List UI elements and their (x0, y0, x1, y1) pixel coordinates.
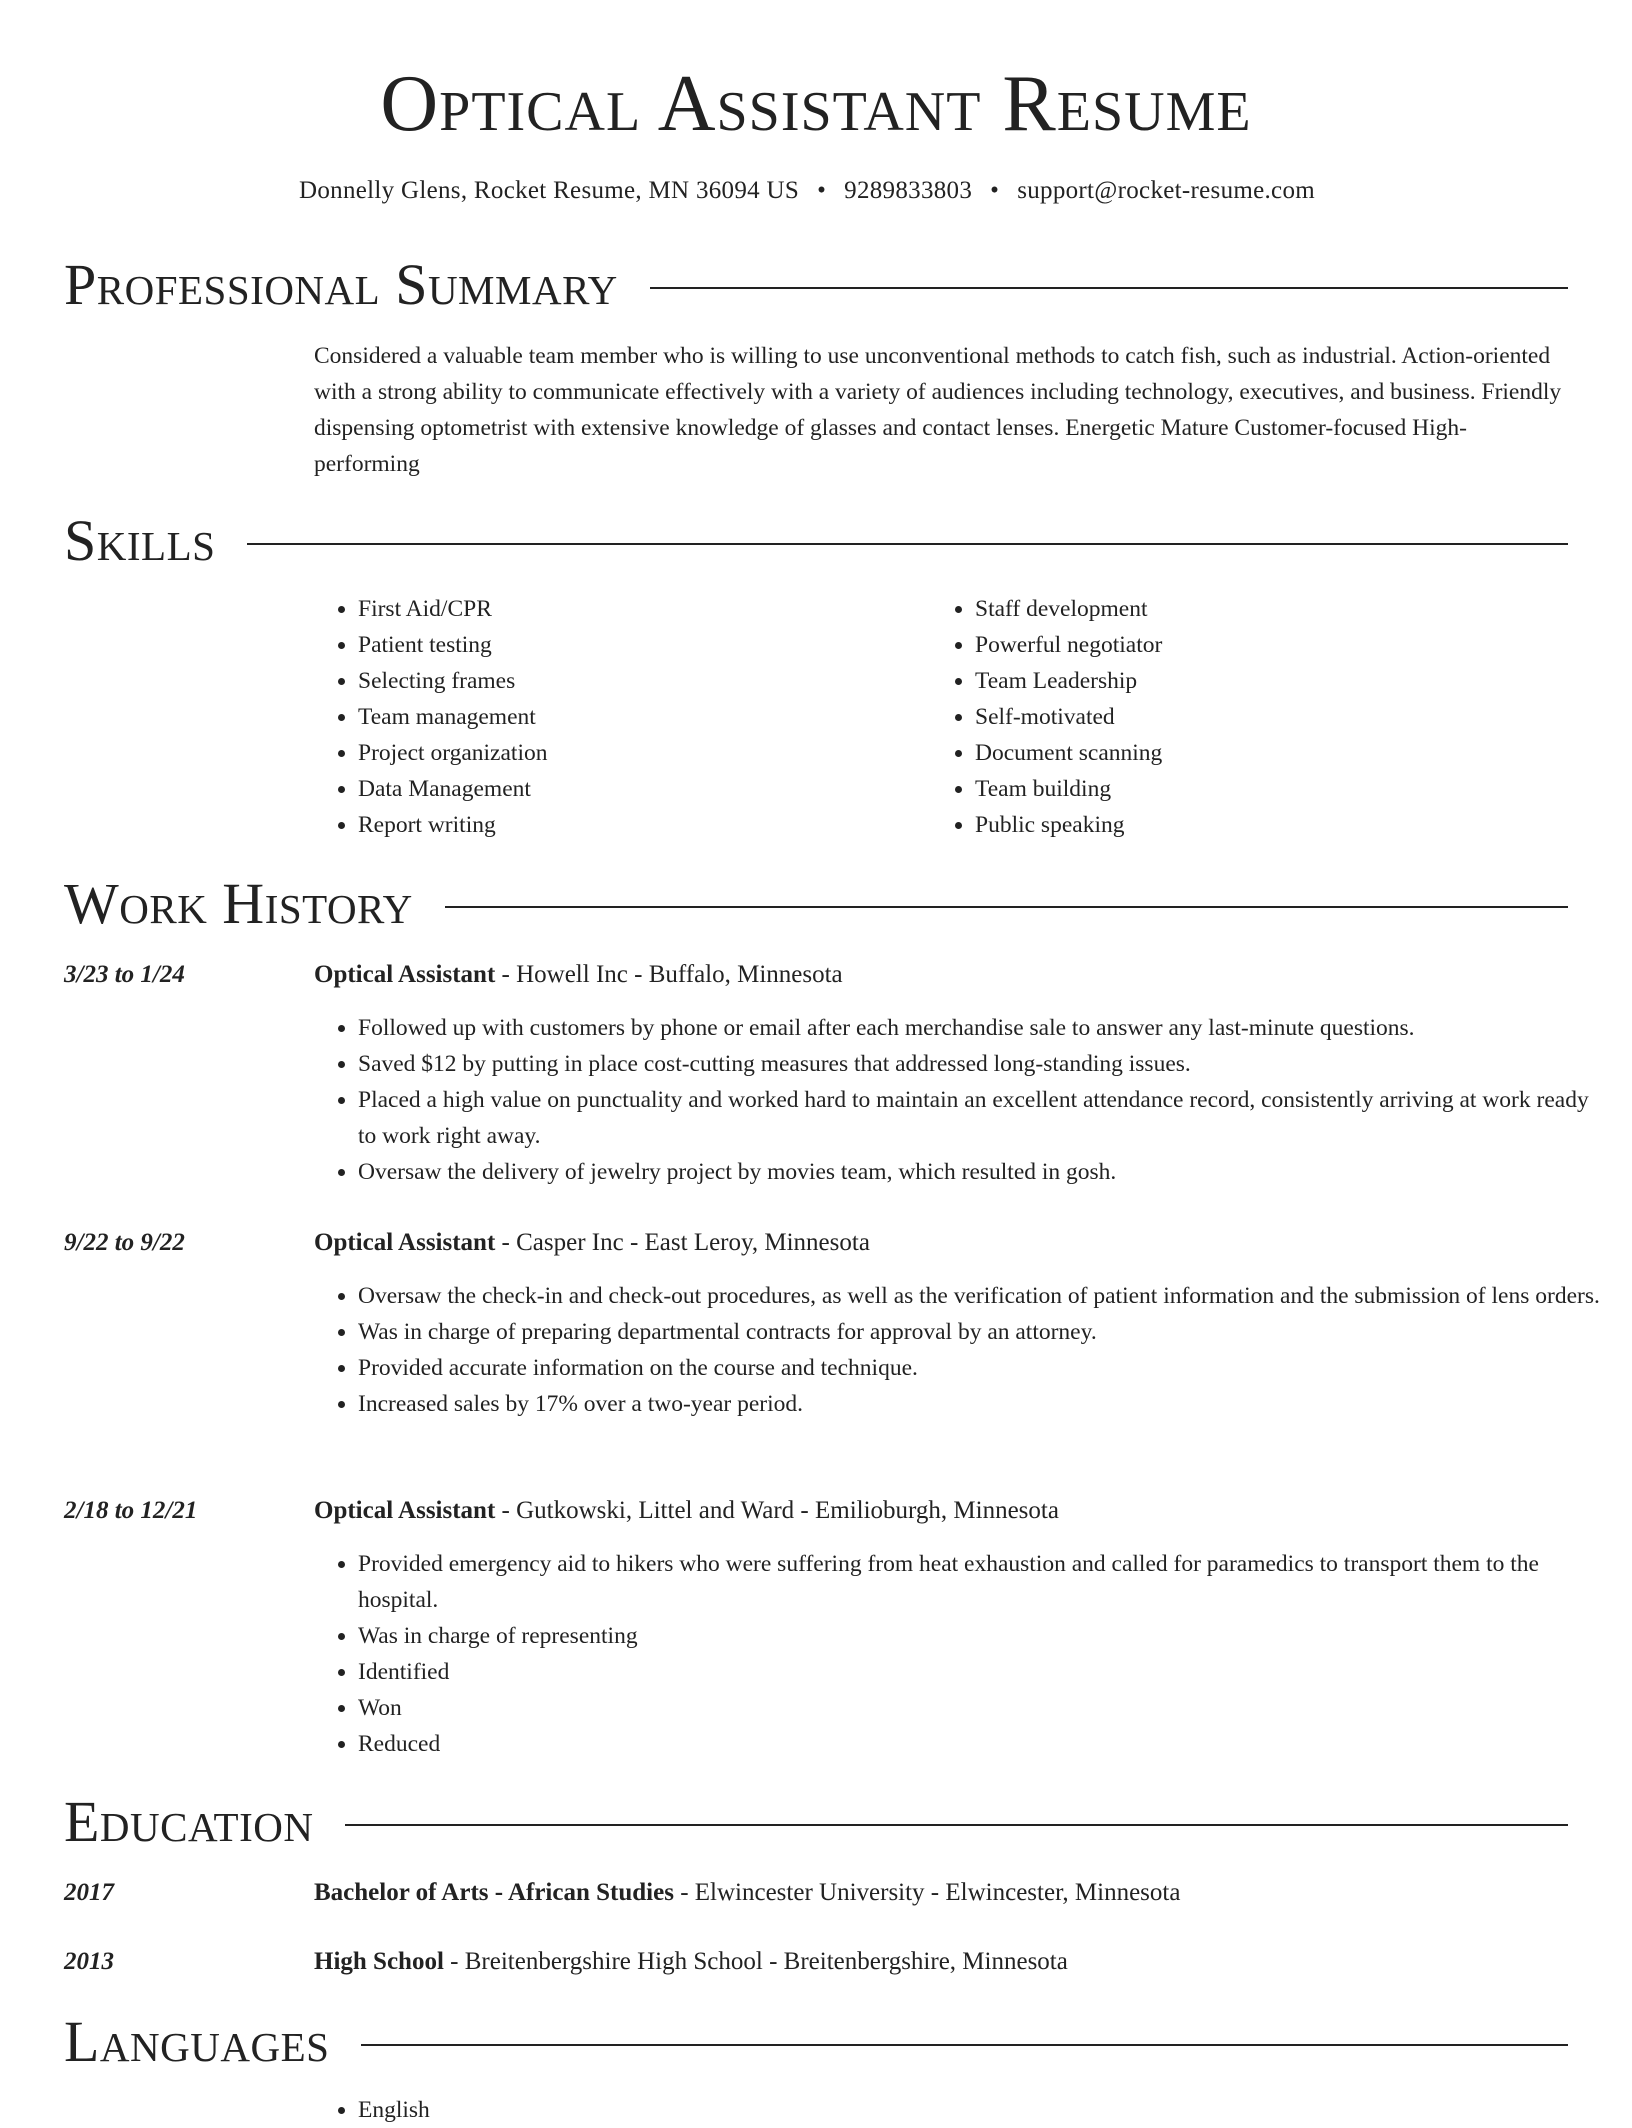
section-divider (650, 287, 1568, 289)
education-entry (314, 1945, 1568, 1979)
job-bullet: • Oversaw the check-in and check-out procedures, as well as the verification of patient information and the submission of lens orders. (358, 1278, 1612, 1314)
job-employer: - Gutkowski, Littel and Ward - Emilioburgh, Minnesota (495, 1497, 1059, 1524)
contact-separator: • (990, 177, 1000, 204)
job-dates: 9/22 to 9/22 (64, 1229, 185, 1256)
summary-section-header (64, 252, 1568, 318)
job-header (314, 1226, 1568, 1260)
section-divider (445, 906, 1568, 908)
job-bullet: • Was in charge of representing (358, 1618, 1612, 1654)
skills-section-header (64, 508, 1568, 574)
job-header (314, 958, 1568, 992)
education-entry (314, 1876, 1568, 1910)
job-bullets (314, 1010, 1612, 1190)
education-degree: Bachelor of Arts - African Studies (314, 1879, 674, 1906)
job-title: Optical Assistant (314, 1497, 496, 1524)
contact-line (0, 176, 1614, 206)
skill-item: • First Aid/CPR (358, 591, 918, 627)
languages-list (314, 2092, 1612, 2128)
job-bullet: • Saved $12 by putting in place cost-cutting measures that addressed long-standing issues. (358, 1046, 1612, 1082)
summary-body (314, 338, 1568, 482)
skills-list-left (314, 591, 918, 843)
education-year: 2017 (64, 1879, 114, 1906)
education-section-header (64, 1789, 1568, 1855)
job-bullet: • Identified (358, 1654, 1612, 1690)
languages-section-header (64, 2009, 1568, 2075)
skill-item: • Staff development (975, 591, 1575, 627)
job-bullet: • Placed a high value on punctuality and worked hard to maintain an excellent attendance record, consistently arriving at work ready to work right away. (358, 1082, 1612, 1154)
job-dates: 2/18 to 12/21 (64, 1497, 198, 1524)
contact-email: support@rocket-resume.com (1017, 177, 1315, 204)
skill-item: • Team Leadership (975, 663, 1575, 699)
section-divider (345, 1824, 1568, 1826)
job-title: Optical Assistant (314, 1229, 496, 1256)
education-school: - Elwincester University - Elwincester, Minnesota (673, 1879, 1181, 1906)
job-bullet: • Oversaw the delivery of jewelry project by movies team, which resulted in gosh. (358, 1154, 1612, 1190)
job-bullets (314, 1278, 1612, 1422)
summary-text: Considered a valuable team member who is willing to use unconventional methods to catch fish, such as industrial. Action-oriented with a strong ability to communicate effectively with a variety of audiences including technology, executives, and business. Friendly dispensing optometrist with extensive knowledge of glasses and contact lenses. Energetic Mature Customer-focused High-performing (314, 343, 1562, 477)
job-bullets (314, 1546, 1612, 1762)
job-bullet: • Was in charge of preparing departmental contracts for approval by an attorney. (358, 1314, 1612, 1350)
job-employer: - Howell Inc - Buffalo, Minnesota (495, 961, 843, 988)
job-bullet: • Provided accurate information on the course and technique. (358, 1350, 1612, 1386)
job-bullet: • Increased sales by 17% over a two-year period. (358, 1386, 1612, 1422)
skill-item: • Public speaking (975, 807, 1575, 843)
languages-heading: Languages (64, 2009, 330, 2074)
job-bullet: • Won (358, 1690, 1612, 1726)
section-divider (361, 2044, 1568, 2046)
skill-item: • Document scanning (975, 735, 1575, 771)
education-year: 2013 (64, 1948, 114, 1975)
language-item: • English (358, 2092, 1612, 2128)
skill-item: • Team building (975, 771, 1575, 807)
job-header (314, 1494, 1568, 1528)
education-heading: Education (64, 1789, 314, 1854)
education-school: - Breitenbergshire High School - Breitenbergshire, Minnesota (443, 1948, 1068, 1975)
job-employer: - Casper Inc - East Leroy, Minnesota (495, 1229, 870, 1256)
job-bullet: • Provided emergency aid to hikers who were suffering from heat exhaustion and called for paramedics to transport them to the hospital. (358, 1546, 1612, 1618)
job-bullet: • Followed up with customers by phone or email after each merchandise sale to answer any last-minute questions. (358, 1010, 1612, 1046)
job-bullet: • Reduced (358, 1726, 1612, 1762)
skill-item: • Project organization (358, 735, 918, 771)
contact-phone: 9289833803 (844, 177, 973, 204)
skill-item: • Self-motivated (975, 699, 1575, 735)
skill-item: • Selecting frames (358, 663, 918, 699)
summary-heading: Professional Summary (64, 252, 618, 317)
job-dates: 3/23 to 1/24 (64, 961, 185, 988)
skill-item: • Powerful negotiator (975, 627, 1575, 663)
section-divider (247, 543, 1568, 545)
education-degree: High School (314, 1948, 444, 1975)
work-section-header (64, 871, 1568, 937)
contact-separator: • (817, 177, 827, 204)
skill-item: • Report writing (358, 807, 918, 843)
resume-title: Optical Assistant Resume (380, 60, 1252, 148)
skill-item: • Patient testing (358, 627, 918, 663)
skill-item: • Data Management (358, 771, 918, 807)
skill-item: • Team management (358, 699, 918, 735)
job-title: Optical Assistant (314, 961, 496, 988)
work-heading: Work History (64, 871, 413, 936)
contact-address: Donnelly Glens, Rocket Resume, MN 36094 US (299, 177, 800, 204)
skills-list-right (931, 591, 1575, 843)
skills-heading: Skills (64, 508, 216, 573)
